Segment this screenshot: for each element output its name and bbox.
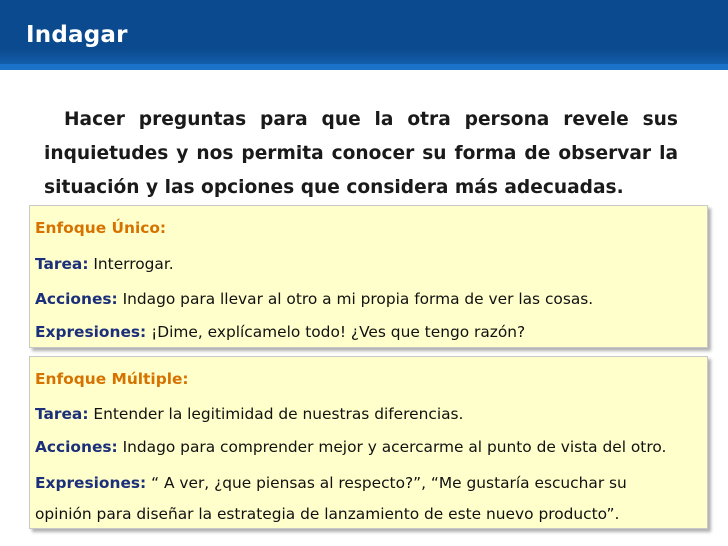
enfoque-unico-title: Enfoque Único:	[35, 219, 167, 237]
multiple-expresiones-label: Expresiones:	[35, 474, 147, 492]
unico-acciones-row	[35, 290, 593, 308]
enfoque-multiple-box	[29, 356, 708, 529]
enfoque-multiple-heading	[35, 370, 189, 388]
unico-tarea-label: Tarea:	[35, 255, 89, 273]
unico-acciones-value: Indago para llevar al otro a mi propia forma de ver las cosas.	[117, 290, 594, 308]
slide-title: Indagar	[26, 22, 128, 48]
multiple-acciones-value: Indago para comprender mejor y acercarme al punto de vista del otro.	[117, 438, 667, 456]
unico-tarea-value: Interrogar.	[88, 255, 174, 273]
multiple-expresiones-cont: opinión para diseñar la estrategia de lanzamiento de este nuevo producto”.	[35, 505, 620, 523]
enfoque-unico-heading	[35, 219, 166, 237]
intro-paragraph	[44, 103, 678, 205]
enfoque-multiple-title: Enfoque Múltiple:	[35, 370, 189, 388]
multiple-acciones-label: Acciones:	[35, 438, 118, 456]
unico-expresiones-label: Expresiones:	[35, 323, 147, 341]
unico-tarea-row	[35, 255, 174, 273]
intro-line-1: Hacer preguntas para que la otra persona revele sus	[64, 109, 678, 130]
enfoque-unico-box	[29, 205, 708, 348]
multiple-acciones-row	[35, 438, 666, 456]
multiple-tarea-row	[35, 405, 463, 423]
intro-line-3: situación y las opciones que considera más adecuadas.	[44, 177, 624, 198]
title-bar	[0, 0, 728, 70]
unico-expresiones-value: ¡Dime, explícamelo todo! ¿Ves que tengo razón?	[146, 323, 526, 341]
multiple-expresiones-row	[35, 474, 627, 492]
multiple-expresiones-value: “ A ver, ¿que piensas al respecto?”, “Me gustaría escuchar su	[146, 474, 627, 492]
title-bar-edge	[0, 64, 728, 70]
unico-acciones-label: Acciones:	[35, 290, 118, 308]
multiple-tarea-label: Tarea:	[35, 405, 89, 423]
intro-line-2: inquietudes y nos permita conocer su forma de observar la	[44, 143, 678, 164]
multiple-tarea-value: Entender la legitimidad de nuestras diferencias.	[88, 405, 464, 423]
unico-expresiones-row	[35, 323, 525, 341]
multiple-expresiones-continuation	[35, 505, 619, 523]
